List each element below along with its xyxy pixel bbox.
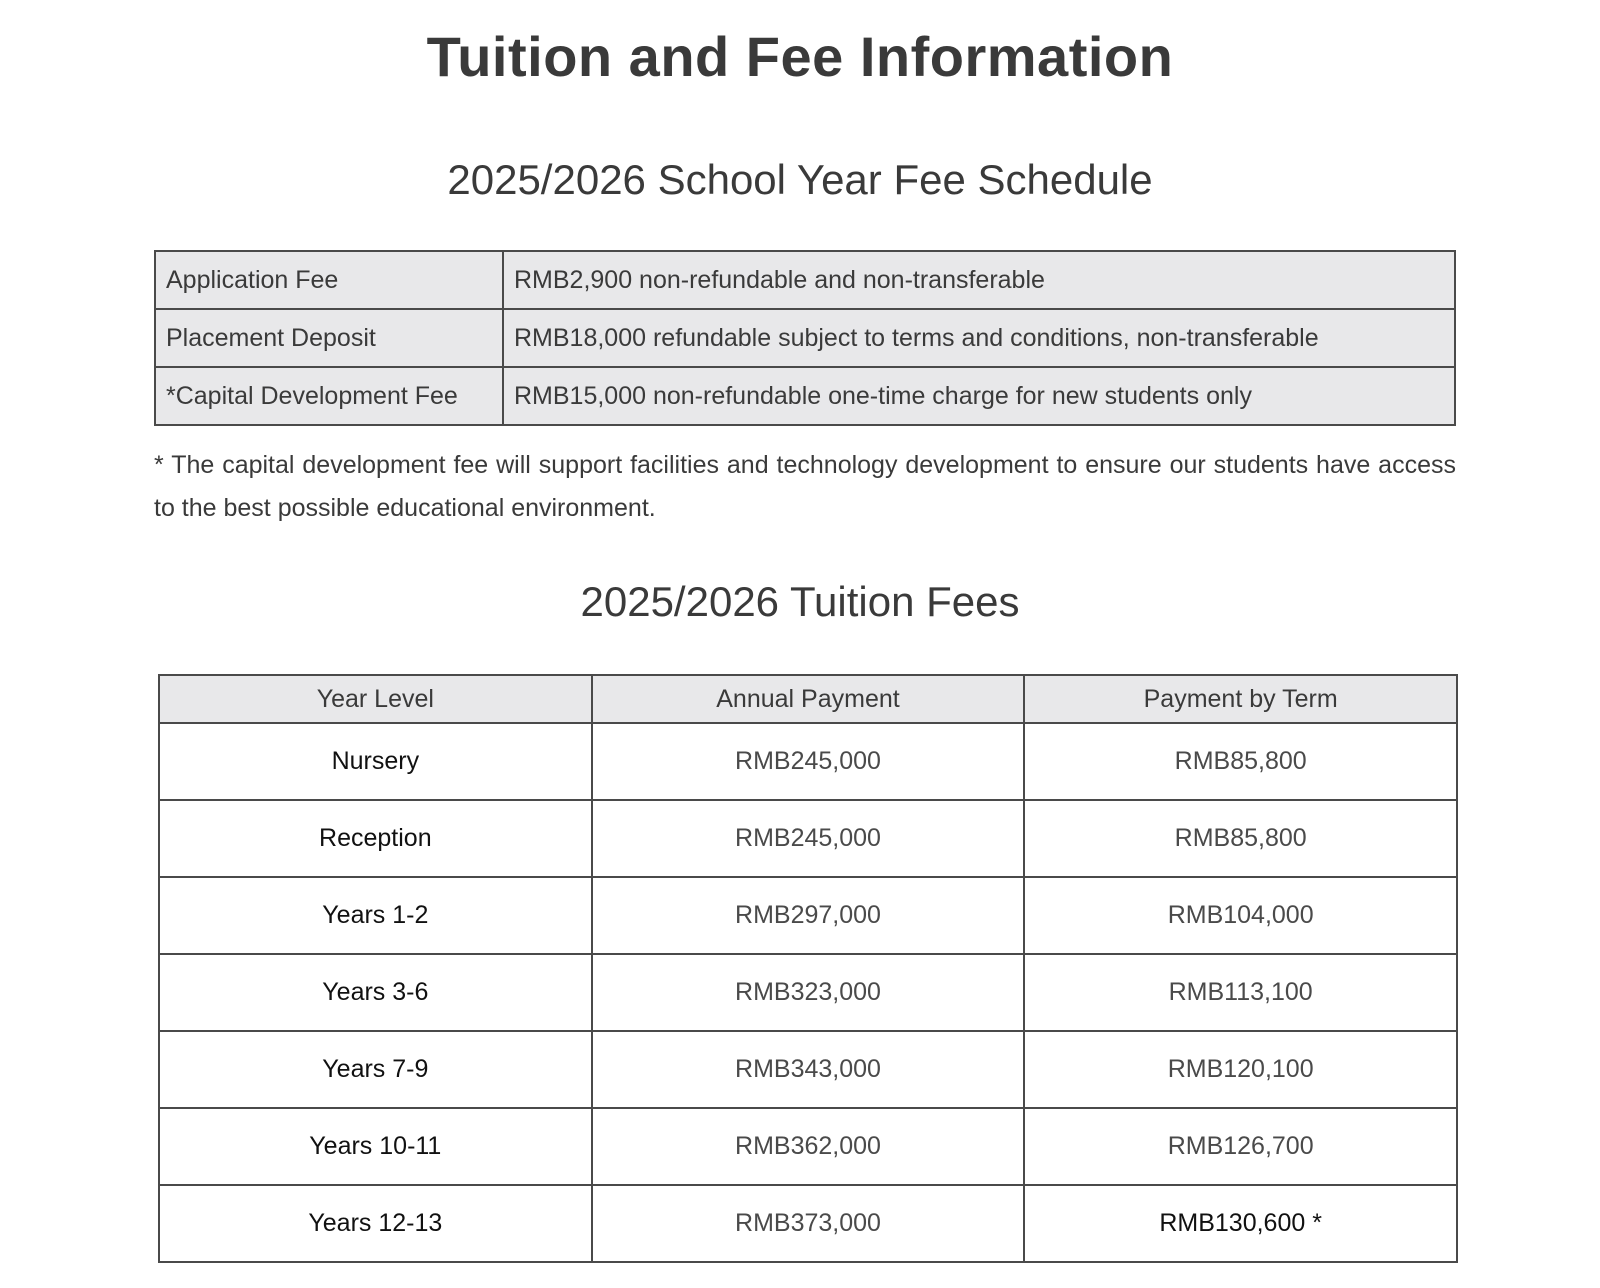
table-row xyxy=(159,954,1457,1031)
tuition-header-row xyxy=(159,675,1457,723)
fee-row-placement-deposit xyxy=(155,309,1455,367)
table-row xyxy=(159,1108,1457,1185)
term-payment-cell: RMB85,800 xyxy=(1024,800,1457,877)
year-level-cell: Nursery xyxy=(159,723,592,800)
year-level-cell: Years 10-11 xyxy=(159,1108,592,1185)
table-row xyxy=(159,800,1457,877)
fee-label: Placement Deposit xyxy=(155,309,503,367)
annual-payment-cell: RMB362,000 xyxy=(592,1108,1025,1185)
year-level-cell: Years 3-6 xyxy=(159,954,592,1031)
table-row xyxy=(159,723,1457,800)
fee-row-capital-development xyxy=(155,367,1455,425)
fee-value: RMB15,000 non-refundable one-time charge for new students only xyxy=(503,367,1455,425)
annual-payment-cell: RMB297,000 xyxy=(592,877,1025,954)
annual-payment-cell: RMB245,000 xyxy=(592,800,1025,877)
annual-payment-cell: RMB373,000 xyxy=(592,1185,1025,1262)
year-level-cell: Reception xyxy=(159,800,592,877)
fee-label: *Capital Development Fee xyxy=(155,367,503,425)
year-level-cell: Years 1-2 xyxy=(159,877,592,954)
annual-payment-cell: RMB245,000 xyxy=(592,723,1025,800)
fee-row-application xyxy=(155,251,1455,309)
term-payment-cell: RMB113,100 xyxy=(1024,954,1457,1031)
fee-label: Application Fee xyxy=(155,251,503,309)
term-payment-cell: RMB126,700 xyxy=(1024,1108,1457,1185)
column-header-payment-by-term: Payment by Term xyxy=(1024,675,1457,723)
page-title: Tuition and Fee Information xyxy=(426,25,1174,88)
tuition-table xyxy=(158,674,1458,1263)
year-level-cell: Years 12-13 xyxy=(159,1185,592,1262)
year-level-cell: Years 7-9 xyxy=(159,1031,592,1108)
tuition-title: 2025/2026 Tuition Fees xyxy=(580,578,1020,625)
column-header-annual-payment: Annual Payment xyxy=(592,675,1025,723)
capital-fee-footnote: * The capital development fee will support facilities and technology development to ensure our students have access to the best possible educational environment. xyxy=(154,451,1456,522)
annual-payment-cell: RMB343,000 xyxy=(592,1031,1025,1108)
column-header-year-level: Year Level xyxy=(159,675,592,723)
term-payment-cell: RMB104,000 xyxy=(1024,877,1457,954)
fee-value: RMB18,000 refundable subject to terms and conditions, non-transferable xyxy=(503,309,1455,367)
term-payment-cell: RMB120,100 xyxy=(1024,1031,1457,1108)
term-payment-cell: RMB130,600 * xyxy=(1024,1185,1457,1262)
term-payment-cell: RMB85,800 xyxy=(1024,723,1457,800)
table-row xyxy=(159,1031,1457,1108)
table-row xyxy=(159,1185,1457,1262)
annual-payment-cell: RMB323,000 xyxy=(592,954,1025,1031)
fee-value: RMB2,900 non-refundable and non-transferable xyxy=(503,251,1455,309)
table-row xyxy=(159,877,1457,954)
fee-schedule-table xyxy=(154,250,1456,426)
fee-schedule-title: 2025/2026 School Year Fee Schedule xyxy=(447,156,1153,203)
